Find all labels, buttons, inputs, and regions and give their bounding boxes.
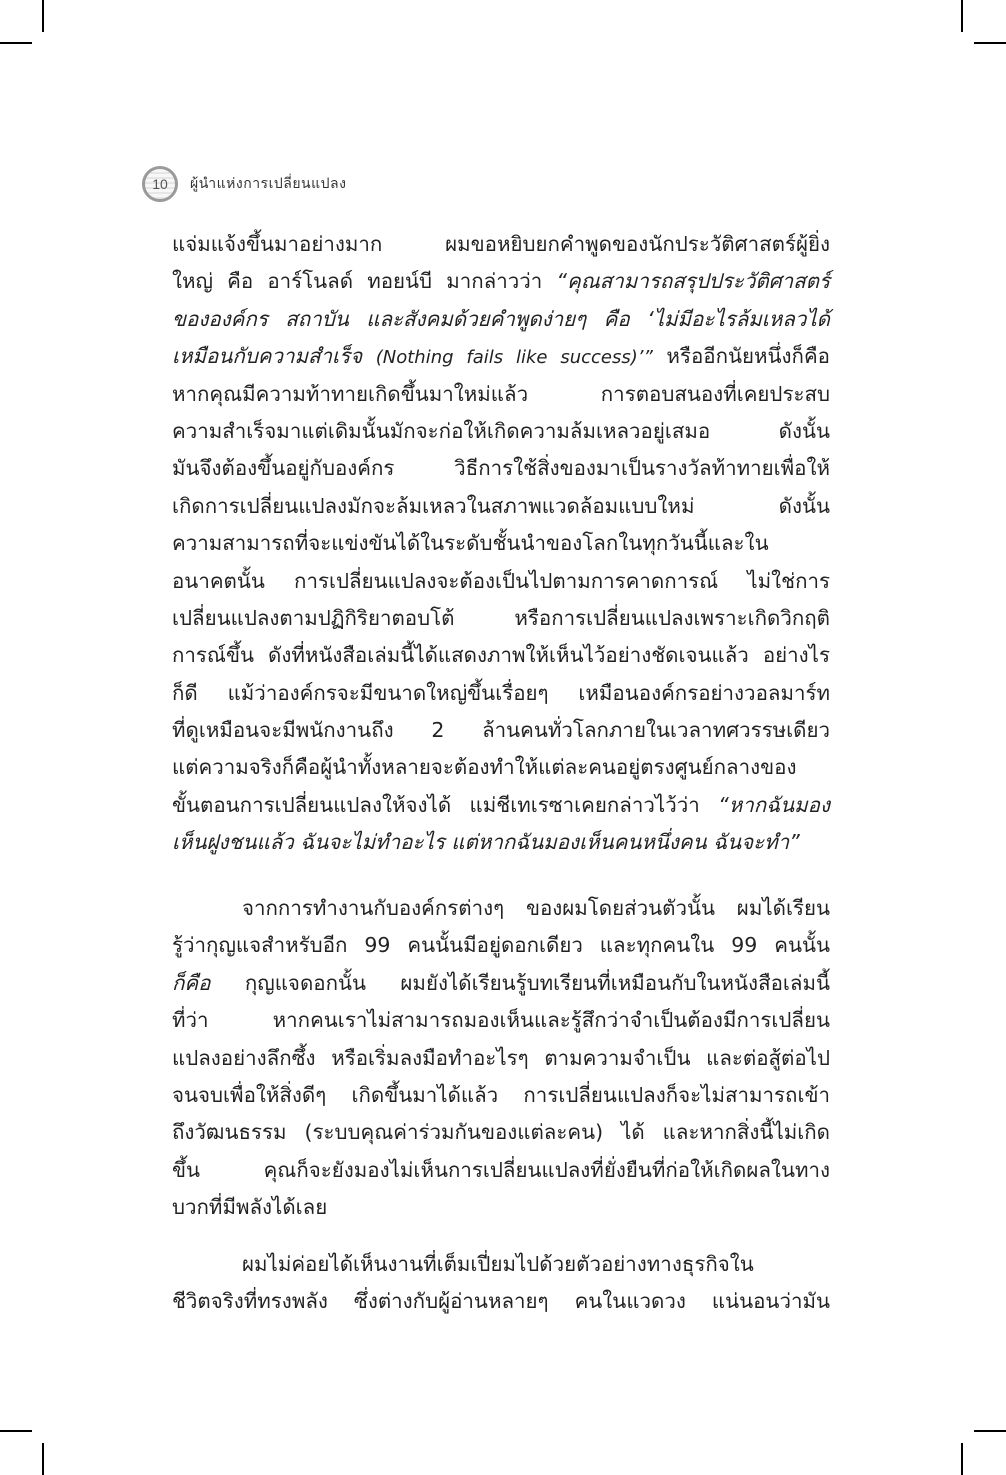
- text-line: [172, 600, 830, 637]
- text-line: [172, 749, 830, 786]
- text-line: [172, 1246, 830, 1283]
- body-text: มันจึงต้องขึ้นอยู่กับองค์กร วิธีการใช้สิ่งของมาเป็นรางวัลท้าทายเพื่อให้: [172, 456, 830, 481]
- paragraph-1: [172, 226, 830, 862]
- crop-mark-bottom-left-horizontal: [0, 1430, 32, 1432]
- text-line: [172, 226, 830, 263]
- paragraph-2: [172, 890, 830, 1227]
- body-text: กุญแจดอกนั้น ผมยังได้เรียนรู้บทเรียนที่เหมือนกับในหนังสือเล่มนี้: [210, 970, 830, 995]
- text-line: [172, 965, 830, 1002]
- body-text: ความสำเร็จมาแต่เดิมนั้นมักจะก่อให้เกิดความล้มเหลวอยู่เสมอ ดังนั้น: [172, 418, 830, 443]
- body-text: หรืออีกนัยหนึ่งก็คือ: [652, 344, 830, 369]
- italic-quote-text: (Nothing fails like success)’”: [375, 347, 653, 369]
- crop-mark-top-left-horizontal: [0, 42, 32, 44]
- text-line: [172, 563, 830, 600]
- text-line: [172, 675, 830, 712]
- body-text: ขั้นตอนการเปลี่ยนแปลงให้จงได้ แม่ชีเทเรซาเคยกล่าวไว้ว่า: [172, 792, 719, 817]
- body-text: จากการทำงานกับองค์กรต่างๆ ของผมโดยส่วนตัวนั้น ผมได้เรียน: [242, 896, 830, 920]
- body-text: แต่ความจริงก็คือผู้นำทั้งหลายจะต้องทำให้แต่ละคนอยู่ตรงศูนย์กลางของ: [172, 755, 797, 780]
- body-text: บวกที่มีพลังได้เลย: [172, 1195, 328, 1220]
- italic-quote-text: เหมือนกับความสำเร็จ: [172, 344, 376, 369]
- crop-mark-bottom-right-vertical: [961, 1443, 963, 1475]
- crop-mark-bottom-right-horizontal: [974, 1430, 1006, 1432]
- body-text: ความสามารถที่จะแข่งขันได้ในระดับชั้นนำของโลกในทุกวันนี้และใน: [172, 531, 769, 556]
- text-line: [172, 1189, 830, 1226]
- text-line: [172, 927, 830, 964]
- body-text: แปลงอย่างลึกซึ้ง หรือเริ่มลงมือทำอะไรๆ ตามความจำเป็น และต่อสู้ต่อไป: [172, 1045, 830, 1070]
- body-text: จนจบเพื่อให้สิ่งดีๆ เกิดขึ้นมาได้แล้ว การเปลี่ยนแปลงก็จะไม่สามารถเข้า: [172, 1082, 830, 1107]
- text-line: [172, 376, 830, 413]
- body-text: การณ์ขึ้น ดังที่หนังสือเล่มนี้ได้แสดงภาพให้เห็นไว้อย่างชัดเจนแล้ว อย่างไร: [172, 643, 830, 668]
- body-text: ก็ดี แม้ว่าองค์กรจะมีขนาดใหญ่ขึ้นเรื่อยๆ เหมือนองค์กรอย่างวอลมาร์ท: [172, 680, 830, 705]
- body-text: ที่ว่า หากคนเราไม่สามารถมองเห็นและรู้สึกว่าจำเป็นต้องมีการเปลี่ยน: [172, 1008, 830, 1033]
- text-line: [172, 890, 830, 927]
- running-head-title: ผู้นำแห่งการเปลี่ยนแปลง: [190, 176, 347, 192]
- crop-mark-top-right-horizontal: [974, 42, 1006, 44]
- italic-quote-text: เห็นฝูงชนแล้ว ฉันจะไม่ทำอะไร แต่หากฉันมองเห็นคนหนึ่งคน ฉันจะทำ”: [172, 830, 800, 855]
- body-text: รู้ว่ากุญแจสำหรับอีก 99 คนนั้นมีอยู่ดอกเดียว และทุกคนใน 99 คนนั้น: [172, 933, 830, 958]
- body-text: ชีวิตจริงที่ทรงพลัง ซึ่งต่างกับผู้อ่านหลายๆ คนในแวดวง แน่นอนว่ามัน: [172, 1289, 830, 1314]
- text-line: [172, 1283, 830, 1320]
- crop-mark-bottom-left-vertical: [42, 1443, 44, 1475]
- text-line: [172, 1152, 830, 1189]
- text-line: [172, 824, 830, 861]
- body-text: ใหญ่ คือ อาร์โนลด์ ทอยน์บี มากล่าวว่า: [172, 269, 557, 294]
- italic-quote-text: ก็คือ: [172, 970, 211, 995]
- body-text: ที่ดูเหมือนจะมีพนักงานถึง 2 ล้านคนทั่วโลกภายในเวลาทศวรรษเดียว: [172, 718, 830, 743]
- text-line: [172, 637, 830, 674]
- text-line: [172, 787, 830, 824]
- text-line: [172, 1040, 830, 1077]
- text-line: [172, 450, 830, 487]
- text-line: [172, 488, 830, 525]
- body-text: ขึ้น คุณก็จะยังมองไม่เห็นการเปลี่ยนแปลงที่ยั่งยืนที่ก่อให้เกิดผลในทาง: [172, 1157, 830, 1182]
- text-line: [172, 263, 830, 300]
- crop-mark-top-right-vertical: [961, 0, 963, 32]
- body-text: หากคุณมีความท้าทายเกิดขึ้นมาใหม่แล้ว การตอบสนองที่เคยประสบ: [172, 381, 830, 406]
- page-number-badge: [142, 166, 178, 202]
- text-line: [172, 712, 830, 749]
- italic-quote-text: “หากฉันมอง: [718, 792, 830, 817]
- text-line: [172, 301, 830, 338]
- page-number: 10: [152, 176, 168, 192]
- italic-quote-text: ขององค์กร สถาบัน และสังคมด้วยคำพูดง่ายๆ คือ ‘ไม่มีอะไรล้มเหลวได้: [172, 306, 830, 331]
- body-text: ผมไม่ค่อยได้เห็นงานที่เต็มเปี่ยมไปด้วยตัวอย่างทางธุรกิจใน: [242, 1252, 754, 1276]
- body-text: เกิดการเปลี่ยนแปลงมักจะล้มเหลวในสภาพแวดล้อมแบบใหม่ ดังนั้น: [172, 493, 830, 518]
- running-head: [142, 164, 346, 204]
- body-text: แจ่มแจ้งขึ้นมาอย่างมาก ผมขอหยิบยกคำพูดของนักประวัติศาสตร์ผู้ยิ่ง: [172, 232, 830, 256]
- text-line: [172, 525, 830, 562]
- text-line: [172, 1077, 830, 1114]
- text-line: [172, 338, 830, 375]
- text-line: [172, 413, 830, 450]
- body-text: อนาคตนั้น การเปลี่ยนแปลงจะต้องเป็นไปตามการคาดการณ์ ไม่ใช่การ: [172, 568, 830, 593]
- text-line: [172, 1002, 830, 1039]
- italic-quote-text: “คุณสามารถสรุปประวัติศาสตร์: [556, 269, 830, 294]
- text-line: [172, 1114, 830, 1151]
- body-text: เปลี่ยนแปลงตามปฏิกิริยาตอบโต้ หรือการเปลี่ยนแปลงเพราะเกิดวิกฤติ: [172, 605, 830, 630]
- crop-mark-top-left-vertical: [42, 0, 44, 32]
- paragraph-3: [172, 1246, 830, 1321]
- body-text: ถึงวัฒนธรรม (ระบบคุณค่าร่วมกันของแต่ละคน) ได้ และหากสิ่งนี้ไม่เกิด: [172, 1120, 830, 1145]
